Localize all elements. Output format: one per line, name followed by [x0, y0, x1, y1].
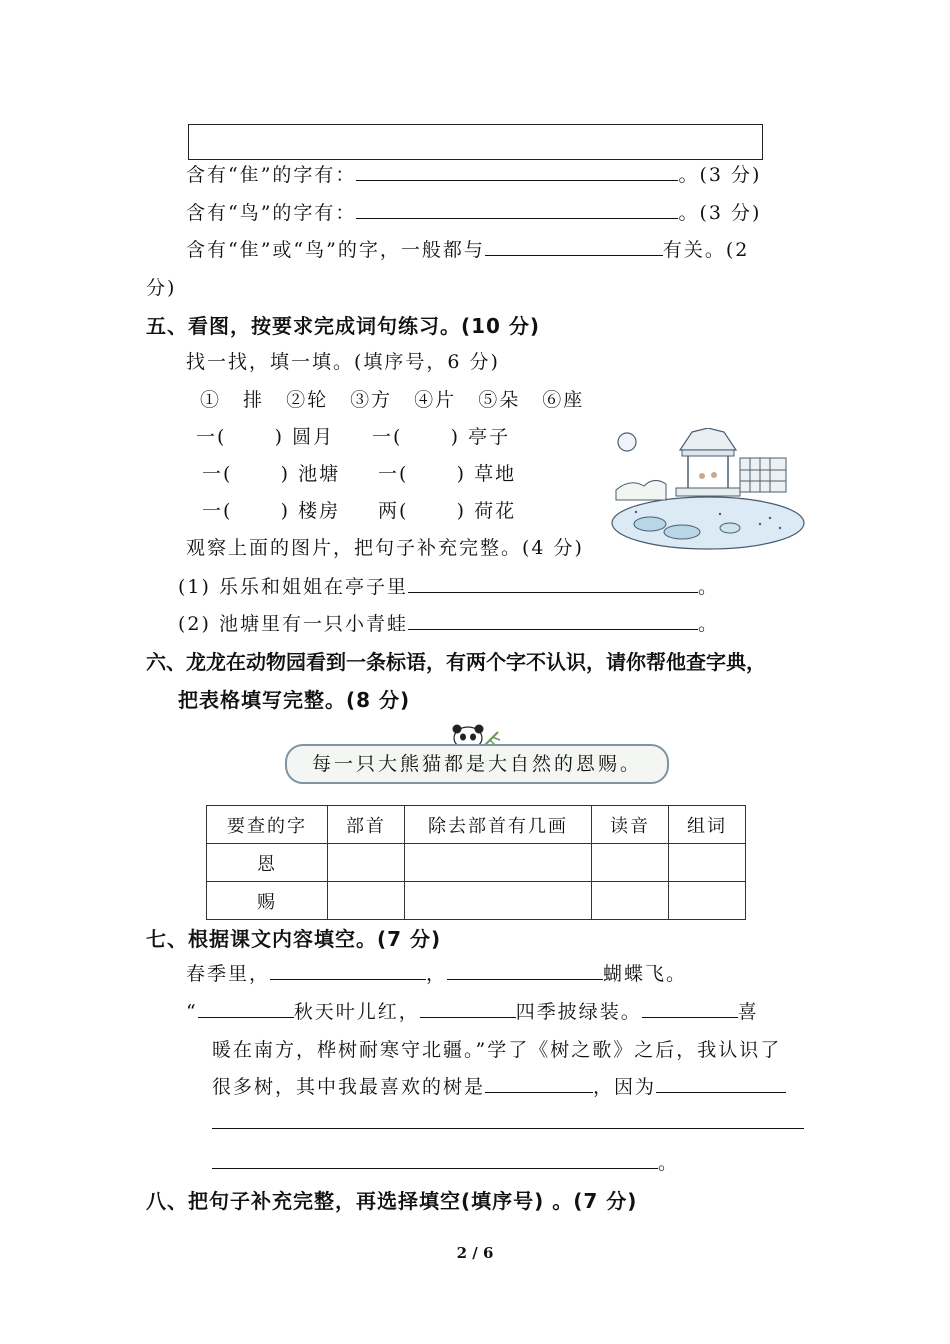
sec7-blank1[interactable] [270, 961, 426, 980]
sec4-line1 [186, 160, 761, 187]
sec7-l2-text2: 四季披绿装。 [515, 1001, 642, 1023]
header-radical: 部首 [328, 806, 405, 844]
sec5-heading: 五、看图，按要求完成词句练习。(10 分) [146, 314, 541, 338]
table-header-row [207, 806, 746, 844]
sec4-line1-score: 。(3 分) [678, 164, 762, 186]
header-strokes: 除去部首有几画 [405, 806, 592, 844]
cell-radical[interactable] [328, 882, 405, 920]
sec7-blank-line5[interactable] [212, 1128, 804, 1129]
header-char: 要查的字 [207, 806, 328, 844]
sentence1-blank[interactable] [408, 574, 698, 593]
sec7-l4-because: ，因为 [593, 1076, 657, 1098]
sec7-l2-quote: “ [186, 1001, 198, 1023]
dictionary-table [206, 805, 746, 920]
sec5-sentence2 [178, 609, 719, 636]
measure-row3b[interactable]: 两( ) 荷花 [378, 500, 517, 522]
sec4-blank1[interactable] [356, 162, 678, 181]
sentence2-text: (2) 池塘里有一只小青蛙 [178, 613, 408, 635]
sec7-blank2[interactable] [447, 961, 603, 980]
page-number: 2 / 6 [456, 1244, 494, 1262]
sec5-options: ① 排 ②轮 ③方 ④片 ⑤朵 ⑥座 [200, 389, 585, 411]
cell-word[interactable] [669, 844, 746, 882]
header-pronunciation: 读音 [592, 806, 669, 844]
sec4-line3-score: 有关。(2 [662, 239, 750, 261]
sec7-blank3[interactable] [198, 999, 294, 1018]
sec7-line2 [186, 997, 759, 1024]
sec6-heading-line1: 六、龙龙在动物园看到一条标语，有两个字不认识，请你帮他查字典， [146, 650, 766, 674]
sentence2-blank[interactable] [408, 611, 698, 630]
sec4-line3-label: 含有“隹”或“鸟”的字，一般都与 [186, 239, 485, 261]
cell-word[interactable] [669, 882, 746, 920]
sec7-l1-comma: ， [426, 963, 448, 985]
sec4-line2-label: 含有“鸟”的字有： [186, 202, 357, 224]
sec7-blank5[interactable] [642, 999, 738, 1018]
sec7-l1-end: 蝴蝶飞。 [603, 963, 688, 985]
sec8-heading: 八、把句子补充完整，再选择填空(填序号) 。(7 分) [146, 1189, 638, 1213]
sec7-l4-text: 很多树，其中我最喜欢的树是 [212, 1076, 486, 1098]
sec7-line3: 暖在南方，桦树耐寒守北疆。”学了《树之歌》之后，我认识了 [212, 1039, 782, 1061]
measure-row2b[interactable]: 一( ) 草地 [378, 463, 517, 485]
sec4-line3-cont: 分) [146, 277, 177, 299]
sec7-l2-text3: 喜 [737, 1001, 759, 1023]
sec4-blank3[interactable] [485, 237, 663, 256]
sec4-blank2[interactable] [356, 200, 678, 219]
sec7-l1-text: 春季里， [186, 963, 271, 985]
sec4-line3 [186, 235, 749, 262]
sec7-l6-period: 。 [658, 1152, 680, 1174]
sec7-blank-line6[interactable] [212, 1150, 658, 1169]
cell-pronunciation[interactable] [592, 882, 669, 920]
row-char: 赐 [207, 882, 328, 920]
measure-row2a[interactable]: 一( ) 池塘 [202, 463, 341, 485]
sec4-line2-score: 。(3 分) [678, 202, 762, 224]
sec7-heading: 七、根据课文内容填空。(7 分) [146, 927, 442, 951]
pavilion-pond-illustration [610, 428, 806, 550]
sec7-line1 [186, 959, 687, 986]
cell-pronunciation[interactable] [592, 844, 669, 882]
table-row [207, 844, 746, 882]
sec7-line6 [212, 1148, 679, 1175]
sec5-sub2: 观察上面的图片，把句子补充完整。(4 分) [186, 537, 584, 559]
cell-strokes[interactable] [405, 844, 592, 882]
row-char: 恩 [207, 844, 328, 882]
cell-radical[interactable] [328, 844, 405, 882]
sec4-line2 [186, 198, 761, 225]
sentence2-period: 。 [697, 613, 719, 635]
sec6-heading-line2: 把表格填写完整。(8 分) [178, 688, 411, 712]
header-word: 组词 [669, 806, 746, 844]
sec4-line1-label: 含有“隹”的字有： [186, 164, 357, 186]
sec7-l2-text1: 秋天叶儿红， [293, 1001, 420, 1023]
answer-box[interactable] [188, 124, 763, 160]
cell-strokes[interactable] [405, 882, 592, 920]
sentence1-text: (1) 乐乐和姐姐在亭子里 [178, 576, 408, 598]
sec7-blank6[interactable] [485, 1074, 593, 1093]
measure-row3a[interactable]: 一( ) 楼房 [202, 500, 341, 522]
sec7-line4 [212, 1072, 786, 1099]
slogan-banner: 每一只大熊猫都是大自然的恩赐。 [285, 744, 669, 784]
sentence1-period: 。 [697, 576, 719, 598]
sec7-blank4[interactable] [420, 999, 516, 1018]
measure-row1b[interactable]: 一( ) 亭子 [372, 426, 511, 448]
sec7-blank7[interactable] [656, 1074, 786, 1093]
table-row [207, 882, 746, 920]
sec5-sub1: 找一找，填一填。(填序号，6 分) [186, 351, 500, 373]
measure-row1a[interactable]: 一( ) 圆月 [196, 426, 335, 448]
sec5-sentence1 [178, 572, 719, 599]
